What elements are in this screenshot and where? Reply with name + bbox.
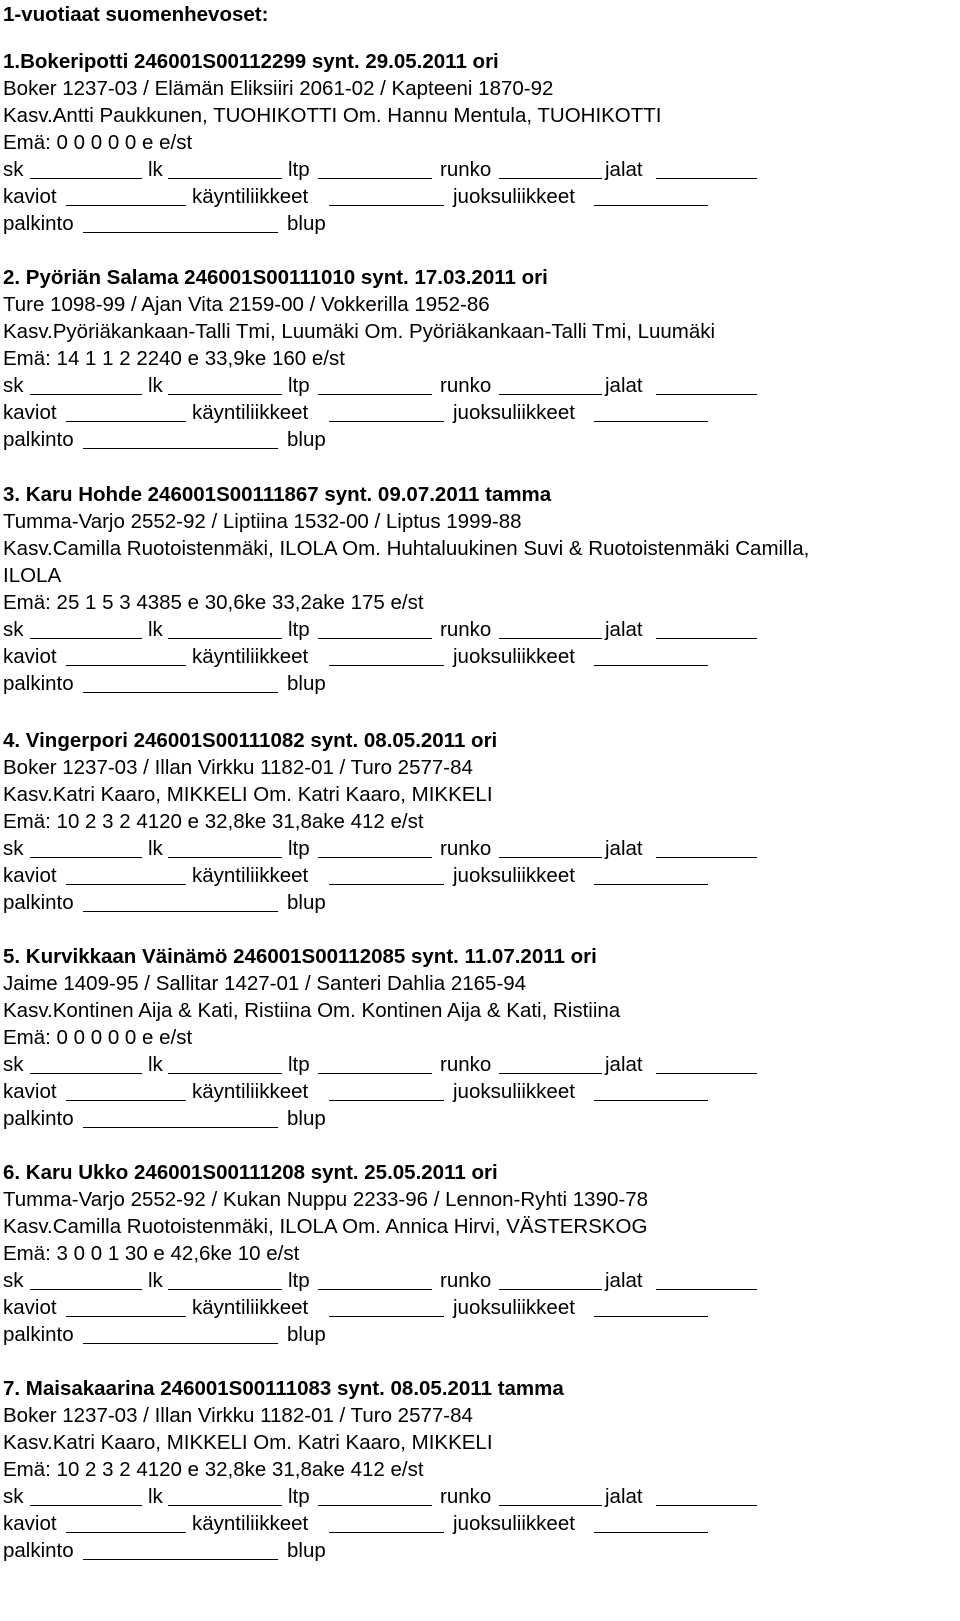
- blank-field-line[interactable]: [656, 1073, 757, 1074]
- entry-info-line: Boker 1237-03 / Elämän Eliksiiri 2061-02 / Kapteeni 1870-92: [3, 77, 554, 100]
- form-label-ltp: ltp: [288, 374, 310, 397]
- blank-field-line[interactable]: [594, 884, 708, 885]
- entry-info-line: Emä: 0 0 0 0 0 e e/st: [3, 131, 193, 154]
- blank-field-line[interactable]: [66, 205, 186, 206]
- entry-title: 2. Pyöriän Salama 246001S00111010 synt. 17.03.2011 ori: [3, 266, 548, 289]
- blank-field-line[interactable]: [66, 1532, 186, 1533]
- blank-field-line[interactable]: [499, 857, 602, 858]
- form-label-runko: runko: [440, 1269, 492, 1292]
- blank-field-line[interactable]: [329, 1532, 444, 1533]
- blank-field-line[interactable]: [83, 1343, 278, 1344]
- form-label-blup: blup: [287, 672, 326, 695]
- blank-field-line[interactable]: [168, 1505, 282, 1506]
- blank-field-line[interactable]: [318, 394, 432, 395]
- form-label-blup: blup: [287, 891, 326, 914]
- blank-field-line[interactable]: [66, 665, 186, 666]
- blank-field-line[interactable]: [329, 421, 444, 422]
- form-label-runko: runko: [440, 837, 492, 860]
- form-label-jalat: jalat: [605, 374, 643, 397]
- blank-field-line[interactable]: [329, 1316, 444, 1317]
- form-label-palkinto: palkinto: [3, 891, 74, 914]
- blank-field-line[interactable]: [499, 1073, 602, 1074]
- blank-field-line[interactable]: [656, 1505, 757, 1506]
- form-label-lk: lk: [148, 837, 163, 860]
- form-label-kayntiliikkeet: käyntiliikkeet: [192, 1080, 309, 1103]
- entry-info-line: Emä: 3 0 0 1 30 e 42,6ke 10 e/st: [3, 1242, 300, 1265]
- blank-field-line[interactable]: [594, 1316, 708, 1317]
- blank-field-line[interactable]: [329, 665, 444, 666]
- blank-field-line[interactable]: [594, 1532, 708, 1533]
- form-label-jalat: jalat: [605, 158, 643, 181]
- form-label-kaviot: kaviot: [3, 864, 57, 887]
- blank-field-line[interactable]: [30, 857, 142, 858]
- blank-field-line[interactable]: [656, 857, 757, 858]
- blank-field-line[interactable]: [66, 884, 186, 885]
- blank-field-line[interactable]: [318, 638, 432, 639]
- form-label-jalat: jalat: [605, 618, 643, 641]
- blank-field-line[interactable]: [499, 178, 602, 179]
- blank-field-line[interactable]: [30, 1505, 142, 1506]
- blank-field-line[interactable]: [30, 178, 142, 179]
- blank-field-line[interactable]: [168, 1289, 282, 1290]
- blank-field-line[interactable]: [656, 178, 757, 179]
- form-label-kaviot: kaviot: [3, 401, 57, 424]
- form-label-jalat: jalat: [605, 1053, 643, 1076]
- form-label-kaviot: kaviot: [3, 1080, 57, 1103]
- blank-field-line[interactable]: [168, 638, 282, 639]
- entry-info-line: Tumma-Varjo 2552-92 / Liptiina 1532-00 / Liptus 1999-88: [3, 510, 522, 533]
- entry-title: 5. Kurvikkaan Väinämö 246001S00112085 synt. 11.07.2011 ori: [3, 945, 597, 968]
- entry-info-line: Tumma-Varjo 2552-92 / Kukan Nuppu 2233-96 / Lennon-Ryhti 1390-78: [3, 1188, 649, 1211]
- form-label-kaviot: kaviot: [3, 185, 57, 208]
- form-label-lk: lk: [148, 618, 163, 641]
- form-label-runko: runko: [440, 374, 492, 397]
- form-label-palkinto: palkinto: [3, 428, 74, 451]
- form-label-lk: lk: [148, 1053, 163, 1076]
- entry-title: 6. Karu Ukko 246001S00111208 synt. 25.05.2011 ori: [3, 1161, 498, 1184]
- blank-field-line[interactable]: [656, 394, 757, 395]
- entry-info-line: Kasv.Katri Kaaro, MIKKELI Om. Katri Kaaro, MIKKELI: [3, 783, 493, 806]
- form-label-sk: sk: [3, 1485, 24, 1508]
- entry-info-line: Kasv.Camilla Ruotoistenmäki, ILOLA Om. Huhtaluukinen Suvi & Ruotoistenmäki Camilla,: [3, 537, 810, 560]
- blank-field-line[interactable]: [594, 205, 708, 206]
- blank-field-line[interactable]: [83, 692, 278, 693]
- form-label-jalat: jalat: [605, 837, 643, 860]
- form-label-runko: runko: [440, 1485, 492, 1508]
- form-label-juoksuliikkeet: juoksuliikkeet: [453, 645, 575, 668]
- entry-info-line: Emä: 10 2 3 2 4120 e 32,8ke 31,8ake 412 e/st: [3, 1458, 424, 1481]
- blank-field-line[interactable]: [656, 638, 757, 639]
- form-label-ltp: ltp: [288, 158, 310, 181]
- blank-field-line[interactable]: [83, 1559, 278, 1560]
- blank-field-line[interactable]: [168, 178, 282, 179]
- blank-field-line[interactable]: [329, 884, 444, 885]
- form-label-ltp: ltp: [288, 618, 310, 641]
- blank-field-line[interactable]: [168, 857, 282, 858]
- form-label-runko: runko: [440, 618, 492, 641]
- entry-info-line: Kasv.Kontinen Aija & Kati, Ristiina Om. Kontinen Aija & Kati, Ristiina: [3, 999, 621, 1022]
- blank-field-line[interactable]: [329, 1100, 444, 1101]
- blank-field-line[interactable]: [594, 421, 708, 422]
- entry-info-line: Emä: 25 1 5 3 4385 e 30,6ke 33,2ake 175 e/st: [3, 591, 424, 614]
- blank-field-line[interactable]: [83, 232, 278, 233]
- entry-info-line: Emä: 0 0 0 0 0 e e/st: [3, 1026, 193, 1049]
- blank-field-line[interactable]: [594, 1100, 708, 1101]
- blank-field-line[interactable]: [83, 1127, 278, 1128]
- form-label-jalat: jalat: [605, 1485, 643, 1508]
- form-label-kayntiliikkeet: käyntiliikkeet: [192, 401, 309, 424]
- blank-field-line[interactable]: [318, 857, 432, 858]
- form-label-sk: sk: [3, 837, 24, 860]
- entry-title: 4. Vingerpori 246001S00111082 synt. 08.05.2011 ori: [3, 729, 498, 752]
- form-label-juoksuliikkeet: juoksuliikkeet: [453, 401, 575, 424]
- form-label-sk: sk: [3, 374, 24, 397]
- entry-title: 7. Maisakaarina 246001S00111083 synt. 08.05.2011 tamma: [3, 1377, 564, 1400]
- form-label-juoksuliikkeet: juoksuliikkeet: [453, 185, 575, 208]
- page-heading: 1-vuotiaat suomenhevoset:: [3, 3, 269, 26]
- blank-field-line[interactable]: [168, 394, 282, 395]
- blank-field-line[interactable]: [318, 178, 432, 179]
- form-label-palkinto: palkinto: [3, 672, 74, 695]
- entry-title: 3. Karu Hohde 246001S00111867 synt. 09.07.2011 tamma: [3, 483, 552, 506]
- blank-field-line[interactable]: [83, 911, 278, 912]
- blank-field-line[interactable]: [499, 394, 602, 395]
- blank-field-line[interactable]: [594, 665, 708, 666]
- form-label-kayntiliikkeet: käyntiliikkeet: [192, 185, 309, 208]
- blank-field-line[interactable]: [30, 394, 142, 395]
- form-label-blup: blup: [287, 428, 326, 451]
- entry-info-line: ILOLA: [3, 564, 62, 587]
- form-label-palkinto: palkinto: [3, 1539, 74, 1562]
- entry-info-line: Kasv.Camilla Ruotoistenmäki, ILOLA Om. Annica Hirvi, VÄSTERSKOG: [3, 1215, 648, 1238]
- form-label-kaviot: kaviot: [3, 1296, 57, 1319]
- entry-info-line: Kasv.Pyöriäkankaan-Talli Tmi, Luumäki Om. Pyöriäkankaan-Talli Tmi, Luumäki: [3, 320, 716, 343]
- form-label-blup: blup: [287, 1107, 326, 1130]
- blank-field-line[interactable]: [329, 205, 444, 206]
- entry-info-line: Boker 1237-03 / Illan Virkku 1182-01 / Turo 2577-84: [3, 756, 473, 779]
- form-label-runko: runko: [440, 1053, 492, 1076]
- form-label-kayntiliikkeet: käyntiliikkeet: [192, 864, 309, 887]
- entry-info-line: Emä: 14 1 1 2 2240 e 33,9ke 160 e/st: [3, 347, 345, 370]
- form-label-palkinto: palkinto: [3, 1323, 74, 1346]
- form-label-lk: lk: [148, 1269, 163, 1292]
- blank-field-line[interactable]: [83, 448, 278, 449]
- blank-field-line[interactable]: [66, 1100, 186, 1101]
- blank-field-line[interactable]: [30, 1073, 142, 1074]
- form-label-sk: sk: [3, 618, 24, 641]
- form-label-kaviot: kaviot: [3, 645, 57, 668]
- blank-field-line[interactable]: [656, 1289, 757, 1290]
- form-label-kayntiliikkeet: käyntiliikkeet: [192, 1512, 309, 1535]
- entry-info-line: Kasv.Katri Kaaro, MIKKELI Om. Katri Kaaro, MIKKELI: [3, 1431, 493, 1454]
- form-label-palkinto: palkinto: [3, 212, 74, 235]
- form-label-lk: lk: [148, 374, 163, 397]
- form-label-jalat: jalat: [605, 1269, 643, 1292]
- blank-field-line[interactable]: [499, 638, 602, 639]
- entry-info-line: Kasv.Antti Paukkunen, TUOHIKOTTI Om. Hannu Mentula, TUOHIKOTTI: [3, 104, 662, 127]
- form-label-juoksuliikkeet: juoksuliikkeet: [453, 864, 575, 887]
- form-label-blup: blup: [287, 1539, 326, 1562]
- form-label-ltp: ltp: [288, 1485, 310, 1508]
- form-label-ltp: ltp: [288, 837, 310, 860]
- blank-field-line[interactable]: [66, 421, 186, 422]
- form-label-lk: lk: [148, 1485, 163, 1508]
- entry-info-line: Boker 1237-03 / Illan Virkku 1182-01 / Turo 2577-84: [3, 1404, 473, 1427]
- form-label-ltp: ltp: [288, 1269, 310, 1292]
- form-label-palkinto: palkinto: [3, 1107, 74, 1130]
- form-label-ltp: ltp: [288, 1053, 310, 1076]
- form-label-kayntiliikkeet: käyntiliikkeet: [192, 645, 309, 668]
- blank-field-line[interactable]: [499, 1505, 602, 1506]
- blank-field-line[interactable]: [318, 1289, 432, 1290]
- entry-info-line: Emä: 10 2 3 2 4120 e 32,8ke 31,8ake 412 e/st: [3, 810, 424, 833]
- form-label-sk: sk: [3, 158, 24, 181]
- form-label-kayntiliikkeet: käyntiliikkeet: [192, 1296, 309, 1319]
- form-label-kaviot: kaviot: [3, 1512, 57, 1535]
- form-label-juoksuliikkeet: juoksuliikkeet: [453, 1080, 575, 1103]
- form-label-juoksuliikkeet: juoksuliikkeet: [453, 1296, 575, 1319]
- entry-info-line: Jaime 1409-95 / Sallitar 1427-01 / Santeri Dahlia 2165-94: [3, 972, 527, 995]
- form-label-sk: sk: [3, 1269, 24, 1292]
- blank-field-line[interactable]: [66, 1316, 186, 1317]
- entry-info-line: Ture 1098-99 / Ajan Vita 2159-00 / Vokkerilla 1952-86: [3, 293, 490, 316]
- form-label-runko: runko: [440, 158, 492, 181]
- blank-field-line[interactable]: [499, 1289, 602, 1290]
- form-label-sk: sk: [3, 1053, 24, 1076]
- form-label-blup: blup: [287, 1323, 326, 1346]
- blank-field-line[interactable]: [168, 1073, 282, 1074]
- form-label-blup: blup: [287, 212, 326, 235]
- form-label-lk: lk: [148, 158, 163, 181]
- blank-field-line[interactable]: [30, 1289, 142, 1290]
- blank-field-line[interactable]: [30, 638, 142, 639]
- blank-field-line[interactable]: [318, 1505, 432, 1506]
- form-label-juoksuliikkeet: juoksuliikkeet: [453, 1512, 575, 1535]
- entry-title: 1.Bokeripotti 246001S00112299 synt. 29.05.2011 ori: [3, 50, 499, 73]
- blank-field-line[interactable]: [318, 1073, 432, 1074]
